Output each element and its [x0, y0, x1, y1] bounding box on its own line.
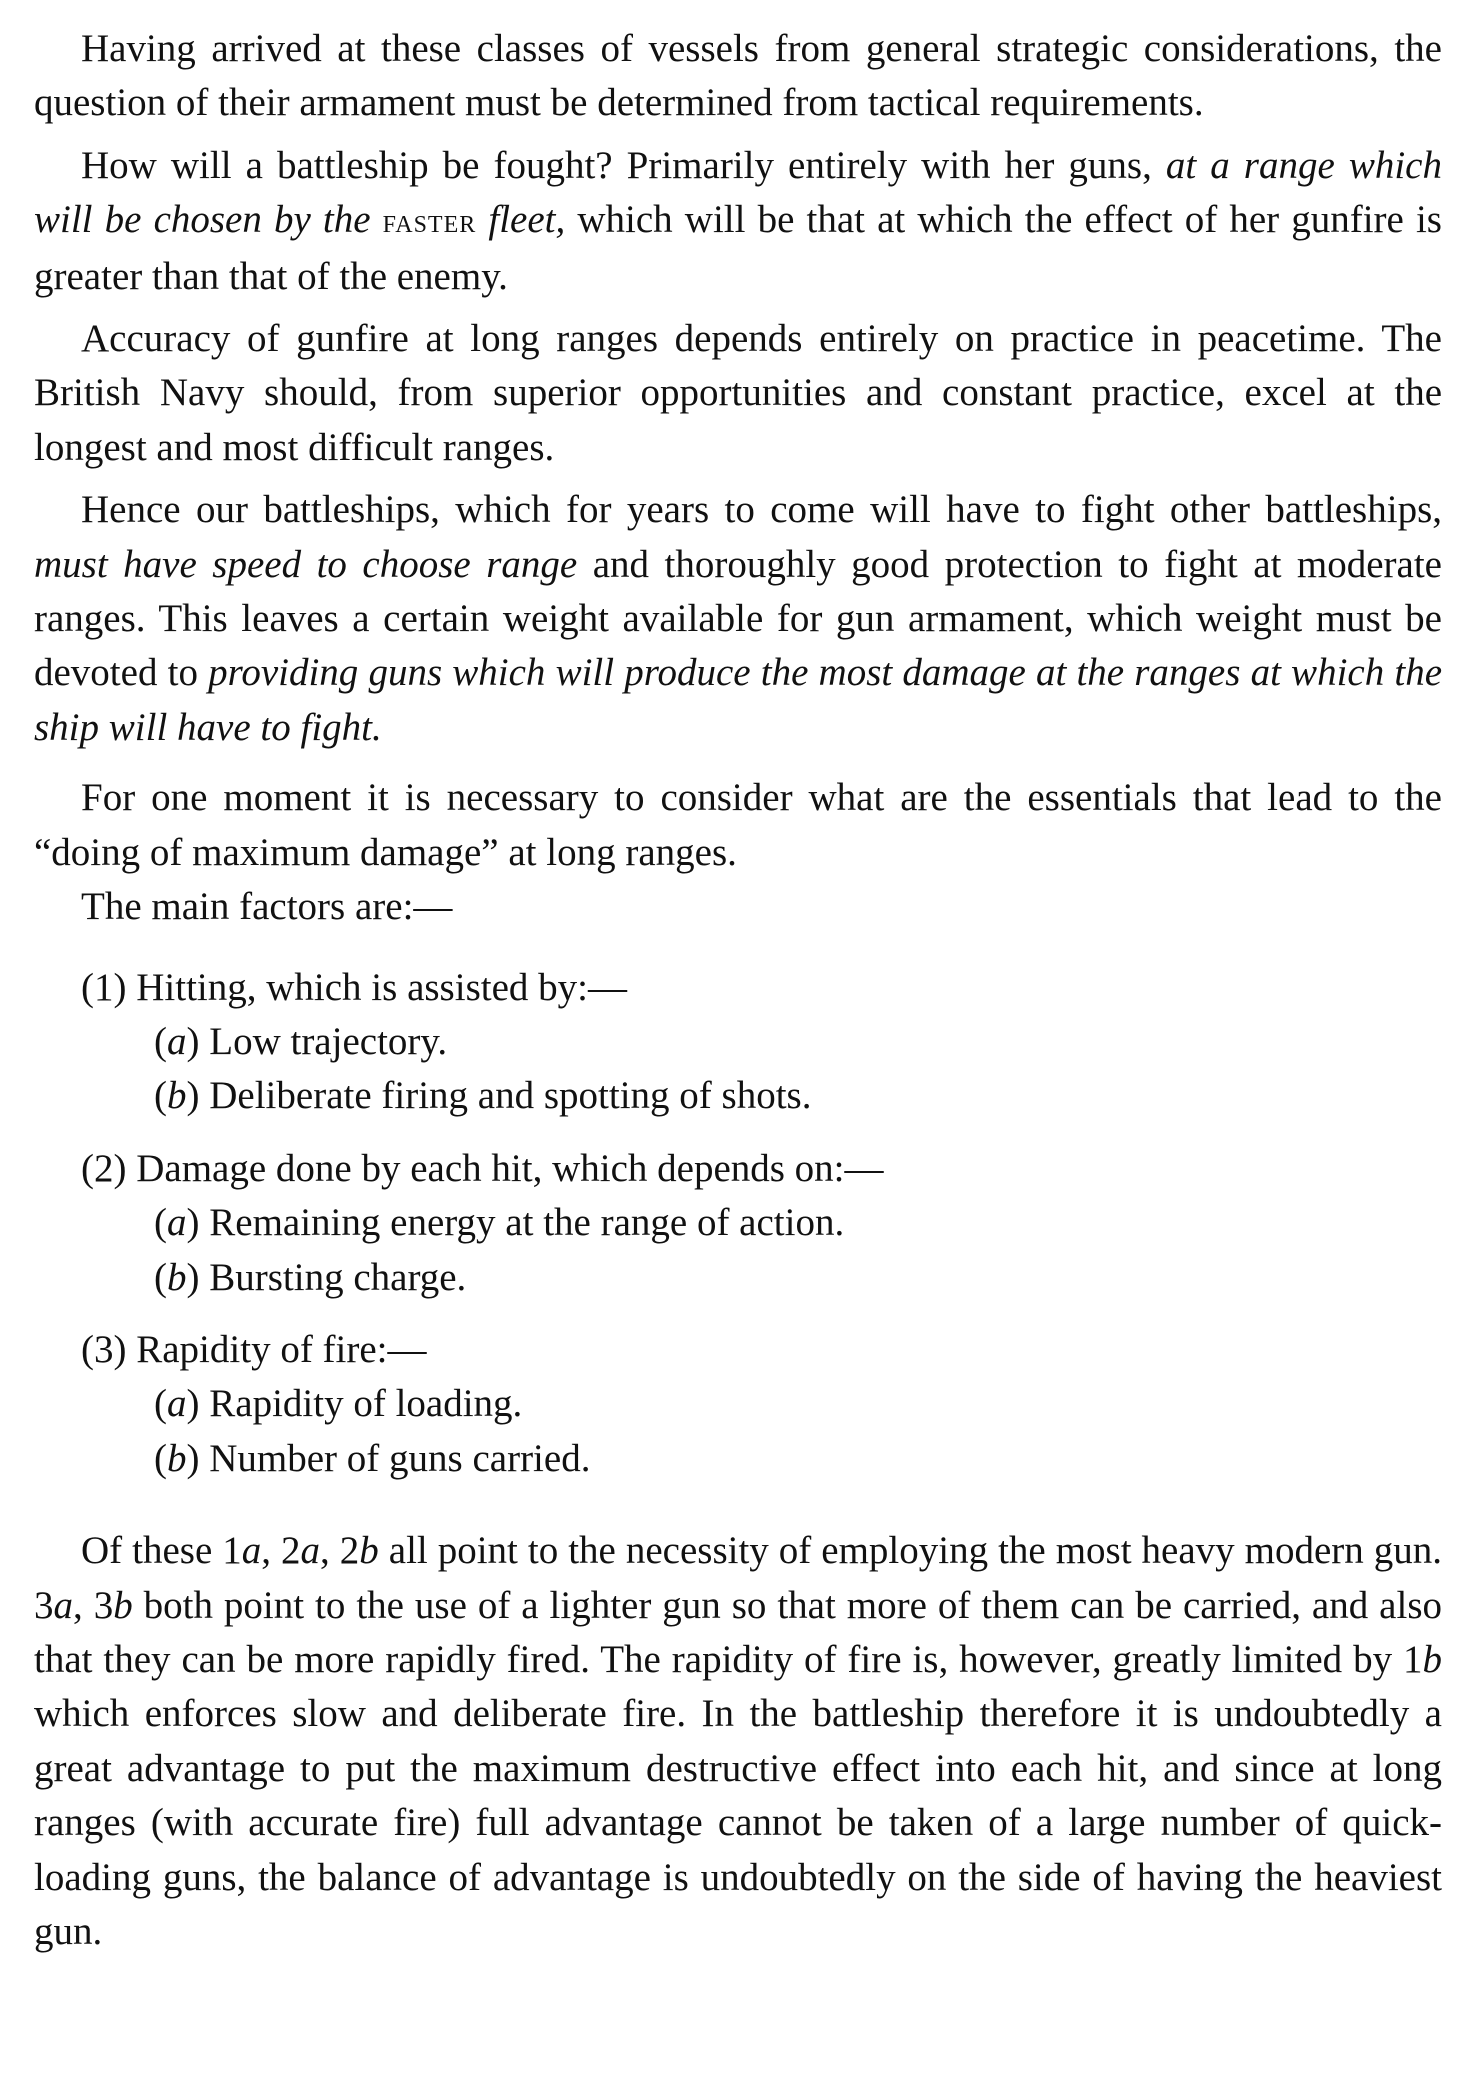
factor-heading [81, 1142, 1442, 1196]
italic-letter: b [359, 1529, 379, 1573]
factor-number: (2) [81, 1146, 127, 1190]
factor-label: Hitting, which is assisted by:— [126, 965, 627, 1009]
sub-letter: a [167, 1019, 187, 1063]
paragraph-essentials: For one moment it is necessary to consider what are the essentials that lead to the “doing of maximum damage” at long ranges. [34, 776, 1442, 874]
text-span: which will be that at which the effect of her gunfire is greater than that of the enemy. [34, 198, 1442, 298]
sub-letter: a [167, 1382, 187, 1426]
text-span: both point to the use of a lighter gun so that more of them can be carried, and also that they can be more rapidly fired. The rapidity of fire is, however, greatly limited by 1 [34, 1583, 1443, 1681]
sub-item-1b: (b) Deliberate firing and spotting of shots. [154, 1074, 812, 1118]
text-span: , 2 [320, 1529, 360, 1573]
paragraph-how-fought [34, 139, 1442, 304]
italic-fleet: fleet, [476, 198, 566, 242]
paragraph-main-factors: The main factors are:— [81, 885, 453, 929]
paragraph-hence-battleships [34, 483, 1442, 755]
factor-number: (3) [81, 1327, 127, 1371]
text-span: , 2 [261, 1529, 301, 1573]
text-span: Hence our battleships, which for years to come will have to fight other battleships, [81, 488, 1442, 532]
italic-letter: b [1422, 1637, 1442, 1681]
sub-item-2b: (b) Bursting charge. [154, 1255, 467, 1299]
sub-text: Remaining energy at the range of action. [199, 1201, 845, 1245]
italic-range-phrase: at a range which will be chosen by the [34, 143, 1442, 242]
factor-item-1 [81, 961, 1442, 1124]
paragraph-accuracy: Accuracy of gunfire at long ranges depends entirely on practice in peacetime. The British Navy should, from superior opportunities and constant practice, excel at the longest and most difficult ranges. [34, 317, 1442, 469]
factor-label: Damage done by each hit, which depends on:— [126, 1146, 884, 1190]
paragraph-strategic-considerations: Having arrived at these classes of vessels from general strategic considerations, the question of their armament must be determined from tactical requirements. [34, 27, 1442, 125]
sub-text: Number of guns carried. [199, 1436, 591, 1480]
sub-item-1a: (a) Low trajectory. [154, 1019, 448, 1063]
italic-letter: a [300, 1529, 321, 1573]
text-span: and thoroughly good protection to fight at moderate ranges. This leaves a certain weight available for gun armament, which weight must be devoted to [34, 542, 1442, 695]
text-span: all point to the necessity of employing the most heavy modern gun. 3 [34, 1529, 1443, 1627]
factor-item-2 [81, 1142, 1442, 1305]
factor-item-3 [81, 1323, 1442, 1486]
sub-text: Low trajectory. [199, 1019, 448, 1063]
text-span: How will a battleship be fought? Primarily entirely with her guns, [81, 143, 1166, 187]
small-caps-faster: faster [382, 203, 477, 241]
factor-number: (1) [81, 965, 127, 1009]
italic-letter: b [113, 1583, 133, 1627]
sub-item-2a: (a) Remaining energy at the range of action. [154, 1201, 845, 1245]
sub-letter: a [167, 1201, 187, 1245]
sub-item-3b: (b) Number of guns carried. [154, 1436, 591, 1480]
sub-text: Bursting charge. [199, 1255, 467, 1299]
document-page [34, 22, 1442, 1959]
text-span: Of these 1 [81, 1529, 242, 1573]
text-span: , 3 [73, 1583, 114, 1627]
factor-heading [81, 1323, 1442, 1377]
italic-letter: a [241, 1529, 262, 1573]
factors-list [34, 961, 1442, 1487]
sub-letter: b [167, 1255, 187, 1299]
sub-text: Deliberate firing and spotting of shots. [199, 1074, 812, 1118]
factor-heading [81, 961, 1442, 1015]
sub-item-3a: (a) Rapidity of loading. [154, 1382, 523, 1426]
italic-damage-phrase: providing guns which will produce the most damage at the ranges at which the ship will have to fight. [34, 651, 1443, 749]
paragraph-conclusion [34, 1524, 1442, 1959]
italic-speed-phrase: must have speed to choose range [34, 542, 578, 586]
factor-label: Rapidity of fire:— [126, 1327, 427, 1371]
sub-text: Rapidity of loading. [199, 1382, 523, 1426]
sub-letter: b [167, 1436, 187, 1480]
sub-letter: b [167, 1074, 187, 1118]
text-span: which enforces slow and deliberate fire. In the battleship therefore it is undoubtedly a great advantage to put the maximum destructive effect into each hit, and since at long ranges (with accurate fire) full advantage cannot be taken of a large number of quick-loading guns, the balance of advantage is undoubtedly on the side of having the heaviest gun. [34, 1692, 1442, 1953]
italic-letter: a [53, 1583, 73, 1627]
